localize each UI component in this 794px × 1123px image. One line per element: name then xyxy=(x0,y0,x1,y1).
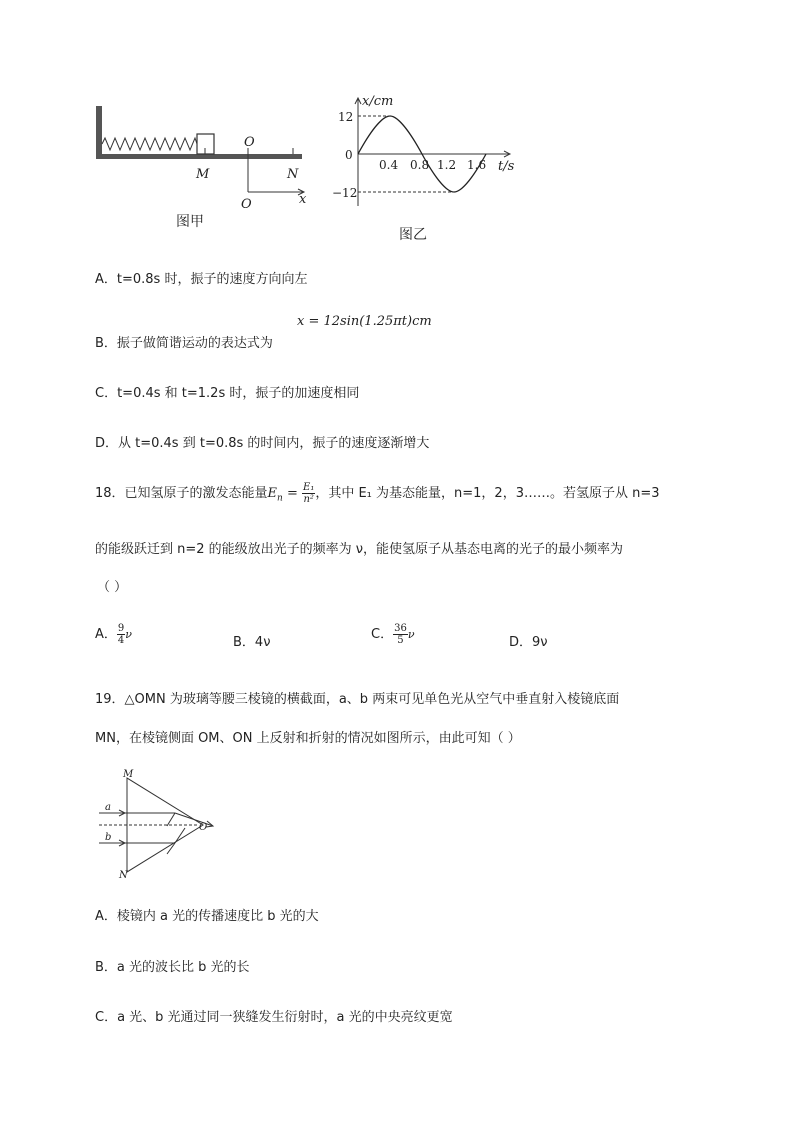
tick-x-0.4: 0.4 xyxy=(379,158,399,172)
prism-label-n: N xyxy=(119,870,128,881)
q18-option-c[interactable]: C． $\frac{36}{5}$ ν xyxy=(371,623,415,646)
prism-label-b: b xyxy=(105,832,112,843)
q18-option-b[interactable]: B．4ν xyxy=(233,635,271,650)
prism-label-a: a xyxy=(105,802,111,813)
q19-stem-line1: 19．△OMN 为玻璃等腰三棱镜的横截面，a、b 两束可见单色光从空气中垂直射入棱镜底面 xyxy=(95,692,620,707)
label-m: M xyxy=(196,167,210,182)
t-axis-label: t/s xyxy=(498,159,515,174)
y-axis-label: x/cm xyxy=(362,94,394,109)
spring xyxy=(102,138,197,150)
q17-option-a[interactable]: A．t=0.8s 时，振子的速度方向向左 xyxy=(95,272,308,287)
q18-option-a[interactable]: A． $\frac{9}{4}$ ν xyxy=(95,623,132,646)
tick-y-12: 12 xyxy=(338,110,354,124)
q19-option-b[interactable]: B．a 光的波长比 b 光的长 xyxy=(95,960,250,975)
q18-option-d[interactable]: D．9ν xyxy=(509,635,548,650)
q17-option-b[interactable]: B．振子做简谐运动的表达式为 xyxy=(95,336,273,351)
q18-stem-line1: 18．已知氢原子的激发态能量$E_n$ = $\frac{\text{E₁}}{\text{n²}}$ ，其中 E₁ 为基态能量，n=1，2，3……。若氢原子从 n=3 xyxy=(95,482,660,505)
q18-formula-lhs: E xyxy=(267,486,278,501)
q18-stem-line2: 的能级跃迁到 n=2 的能级放出光子的频率为 ν，能使氢原子从基态电离的光子的最小频率为 xyxy=(95,542,624,557)
tick-y-0: 0 xyxy=(345,148,353,162)
figure-prism xyxy=(95,768,220,883)
tick-x-1.6: 1.6 xyxy=(467,158,487,172)
caption-jia: 图甲 xyxy=(176,214,204,230)
q19-stem-line2: MN，在棱镜侧面 OM、ON 上反射和折射的情况如图所示，由此可知（ ） xyxy=(95,731,521,746)
q19-option-a[interactable]: A．棱镜内 a 光的传播速度比 b 光的大 xyxy=(95,909,319,924)
tick-x-0.8: 0.8 xyxy=(410,158,430,172)
wall xyxy=(96,106,102,158)
q17-option-b-formula: x = 12sin(1.25πt)cm xyxy=(297,314,432,329)
q17-option-c[interactable]: C．t=0.4s 和 t=1.2s 时，振子的加速度相同 xyxy=(95,386,360,401)
floor xyxy=(96,154,302,159)
label-x: x xyxy=(299,192,307,207)
q19-option-c[interactable]: C．a 光、b 光通过同一狭缝发生衍射时，a 光的中央亮纹更宽 xyxy=(95,1010,453,1025)
caption-yi: 图乙 xyxy=(399,227,427,243)
q18-formula-sub: n xyxy=(277,493,283,504)
prism-label-o: O xyxy=(199,822,208,833)
q17-option-d[interactable]: D．从 t=0.4s 到 t=0.8s 的时间内，振子的速度逐渐增大 xyxy=(95,436,430,451)
figure-jia xyxy=(90,100,320,235)
q18-mid: ，其中 E₁ 为基态能量，n=1，2，3……。若氢原子从 n=3 xyxy=(315,486,660,501)
label-n: N xyxy=(287,167,299,182)
prism-label-m: M xyxy=(123,769,134,780)
tick-x-1.2: 1.2 xyxy=(437,158,457,172)
label-o-top: O xyxy=(244,135,255,150)
q18-stem-line3: （ ） xyxy=(97,580,128,595)
q18-formula-frac: $\frac{\text{E₁}}{\text{n²}}$ xyxy=(303,482,315,505)
figure-yi xyxy=(330,88,530,213)
label-o-bottom: O xyxy=(241,197,252,212)
q18-prefix: 18．已知氢原子的激发态能量 xyxy=(95,486,268,501)
tick-y-neg12: −12 xyxy=(332,186,358,200)
